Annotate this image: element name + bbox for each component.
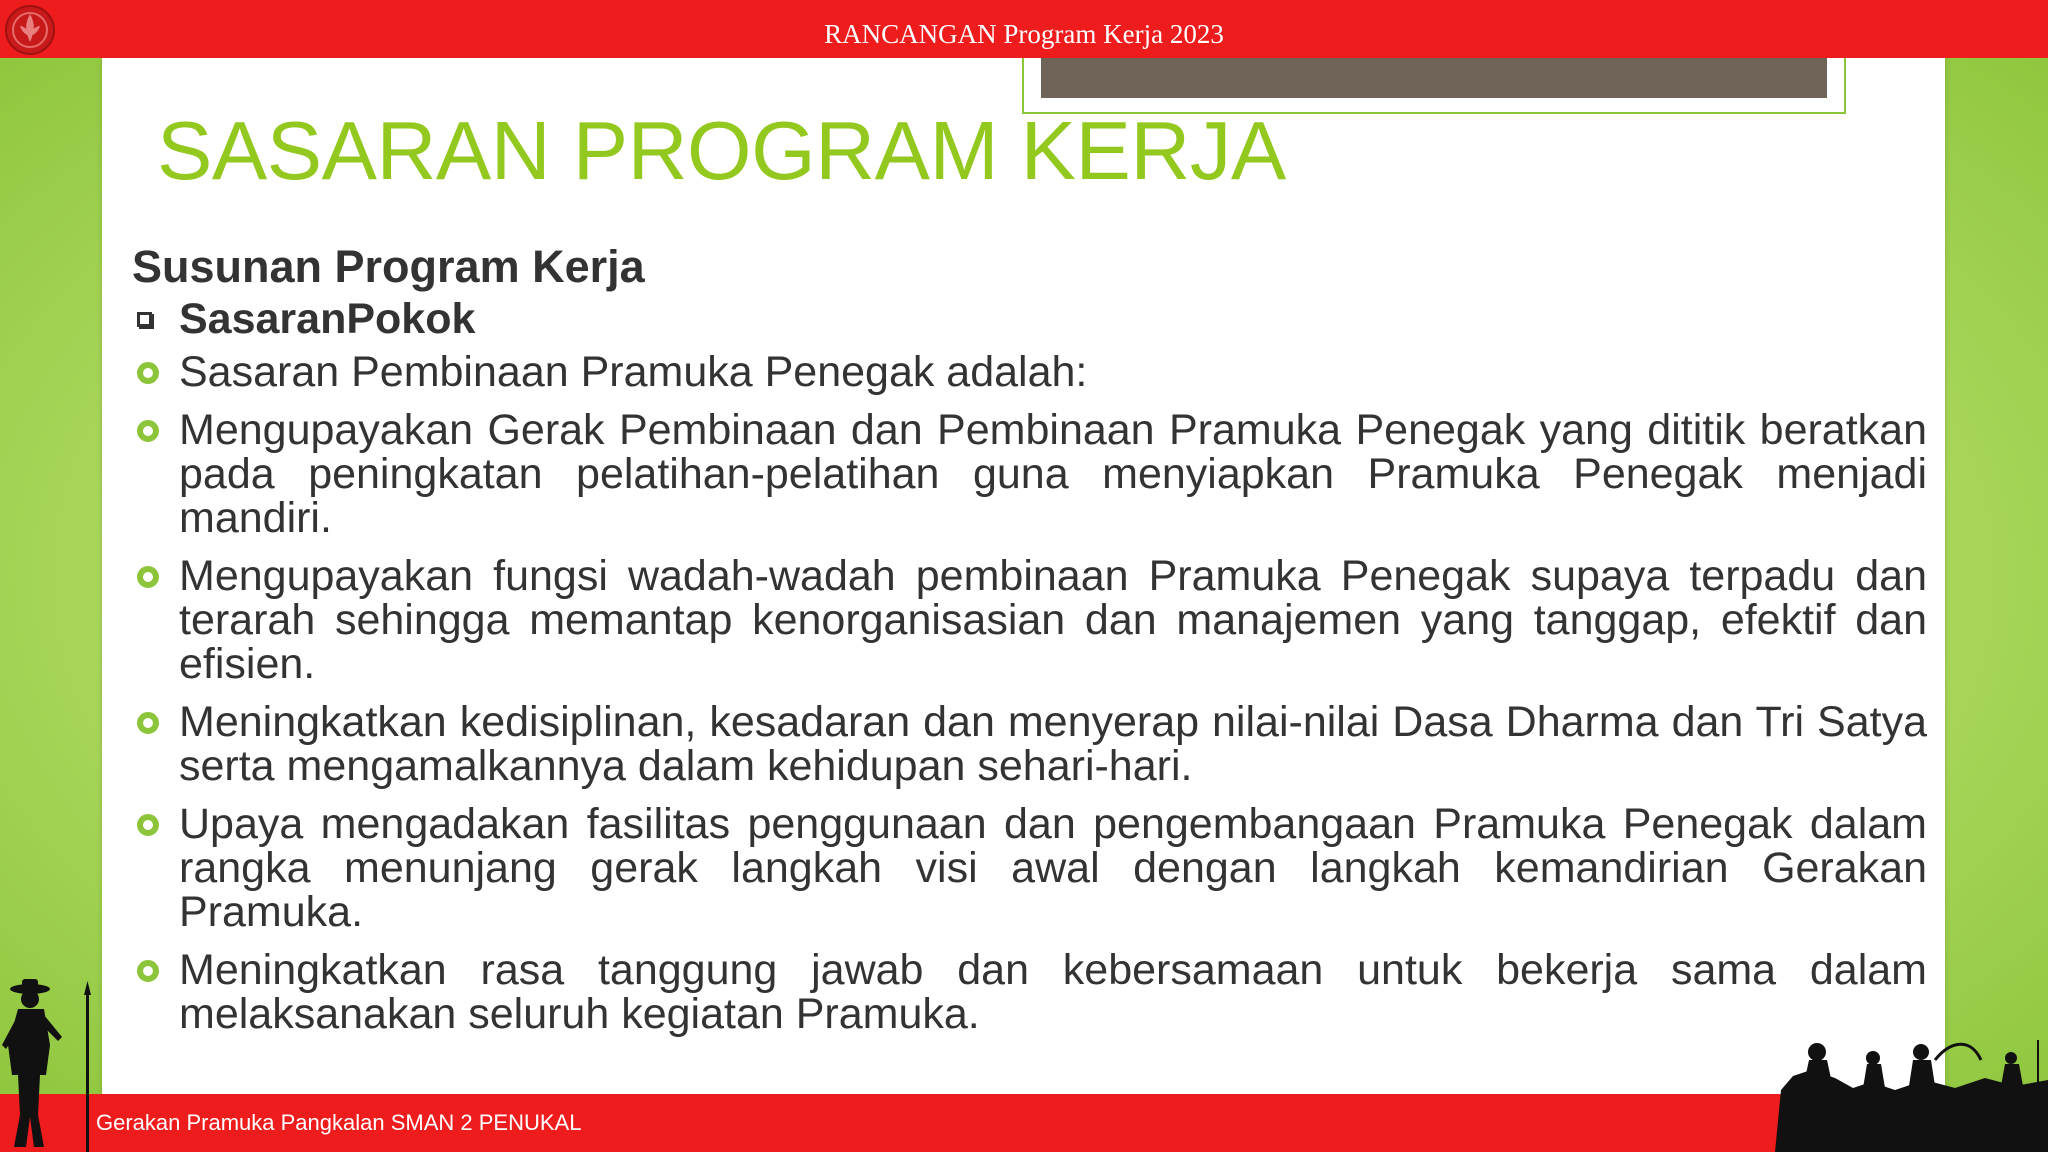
list-item xyxy=(132,802,1927,934)
scout-silhouette-icon xyxy=(0,975,110,1152)
slide-body xyxy=(132,240,1927,1050)
scouts-group-silhouette-icon xyxy=(1775,1030,2048,1152)
list-item-text: Mengupayakan Gerak Pembinaan dan Pembinaan Pramuka Penegak yang dititik beratkan pada peningkatan pelatihan-pelatihan guna menyiapkan Pramuka Penegak menjadi mandiri. xyxy=(179,406,1927,542)
list-item-text: SasaranPokok xyxy=(179,295,476,343)
ring-bullet-icon xyxy=(137,362,159,384)
picture-placeholder xyxy=(1041,58,1827,98)
ring-bullet-icon xyxy=(137,814,159,836)
list-item-text: Upaya mengadakan fasilitas penggunaan dan pengembangaan Pramuka Penegak dalam rangka menunjang gerak langkah visi awal dengan langkah kemandirian Gerakan Pramuka. xyxy=(179,800,1927,936)
ring-bullet-icon xyxy=(137,566,159,588)
footer-text: Gerakan Pramuka Pangkalan SMAN 2 PENUKAL xyxy=(96,1110,582,1135)
list-item xyxy=(132,948,1927,1036)
list-item xyxy=(132,700,1927,788)
section-subheading: Susunan Program Kerja xyxy=(132,241,645,292)
scout-emblem-icon xyxy=(2,2,58,58)
ring-bullet-icon xyxy=(137,960,159,982)
slide-title: SASARAN PROGRAM KERJA xyxy=(157,104,1286,197)
list-item xyxy=(132,554,1927,686)
list-item-text: Meningkatkan kedisiplinan, kesadaran dan menyerap nilai-nilai Dasa Dharma dan Tri Satya serta mengamalkannya dalam kehidupan sehari-hari. xyxy=(179,698,1927,790)
square-bullet-icon xyxy=(137,312,152,327)
ring-bullet-icon xyxy=(137,420,159,442)
ring-bullet-icon xyxy=(137,712,159,734)
header-title: RANCANGAN Program Kerja 2023 xyxy=(824,19,1224,49)
list-item-text: Meningkatkan rasa tanggung jawab dan kebersamaan untuk bekerja sama dalam melaksanakan seluruh kegiatan Pramuka. xyxy=(179,946,1927,1038)
list-item xyxy=(132,350,1927,394)
list-item xyxy=(132,408,1927,540)
list-item-text: Sasaran Pembinaan Pramuka Penegak adalah: xyxy=(179,348,1088,396)
list-item-text: Mengupayakan fungsi wadah-wadah pembinaan Pramuka Penegak supaya terpadu dan terarah sehingga memantap kenorganisasian dan manajemen yang tanggap, efektif dan efisien. xyxy=(179,552,1927,688)
list-item xyxy=(132,294,1927,344)
